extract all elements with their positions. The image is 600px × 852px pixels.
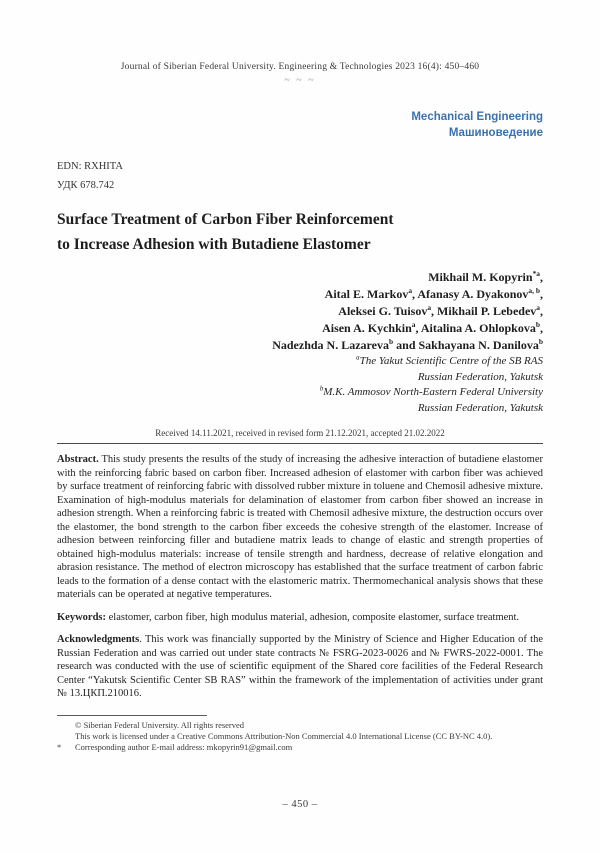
- footnote-block: [57, 715, 543, 753]
- footnote-line: [57, 742, 543, 753]
- affiliation-superscript: *a: [532, 269, 540, 278]
- acknowledgments-text: . This work was financially supported by the Ministry of Science and Higher Education of the Russian Federation and was carried out under state contracts № FSRG-2023-0026 and № FWRS-2022-0001. The research was conducted with the use of scientific equipment of the Shared core facilities of the Federal Research Center “Yakutsk Scientific Center SB RAS” within the framework of the implementation of activities under grant № 13.ЦКП.210016.: [57, 634, 543, 699]
- section-heading: [57, 109, 543, 141]
- acknowledgments-label: Acknowledgments: [57, 634, 140, 645]
- affiliation-line: Russian Federation, Yakutsk: [417, 401, 543, 414]
- footnote-marker: [57, 731, 74, 742]
- title-line-2: to Increase Adhesion with Butadiene Elastomer: [57, 236, 371, 253]
- affiliation-superscript: b: [319, 385, 324, 393]
- keywords-text: elastomer, carbon fiber, high modulus material, adhesion, composite elastomer, surface treatment.: [106, 611, 520, 623]
- abstract-paragraph: [57, 453, 543, 602]
- footnote-text: This work is licensed under a Creative Commons Attribution-Non Commercial 4.0 International License (CC BY-NC 4.0).: [75, 730, 493, 741]
- header-separator: ~ ~ ~: [284, 75, 316, 86]
- affiliation-superscript: a, b: [528, 286, 540, 295]
- footnote-line: [57, 731, 543, 742]
- abstract-text: This study presents the results of the study of increasing the adhesive interaction of butadiene elastomer with the reinforcing fabric based on carbon fiber. Increased adhesion of elastomer with carbon fiber was achieved by surface treatment of reinforcing fabric with dissolved rubber mixture in toluene and Chemosil adhesive mixture. Examination of high-modulus materials for delamination of elastomer from carbon fiber showed an increase in adhesion strength. When a reinforcing fabric is treated with Chemosil adhesive mixture, the destruction occurs over the elastomer, the bond strength to the carbon fiber exceeds the cohesive strength of the elastomer. Increase of adhesion between reinforcing filler and butadiene matrix leads to change of elastic and strength properties of obtained high-modulus materials: increase of tensile strength and hardness, decrease of relative elongation and abrasion resistance. The method of electron microscopy has established that the surface treatment of carbon fabric leads to the formation of a dense contact with the elastomeric matrix. Thermomechanical analysis shows that these materials can be operated at negative temperatures.: [57, 454, 543, 600]
- affiliation-superscript: b: [389, 337, 394, 346]
- affiliation-line: $^a$The Yakut Scientific Centre of the SB RAS: [356, 354, 543, 367]
- keywords-paragraph: [57, 611, 543, 625]
- affiliations-block: [57, 354, 543, 416]
- affiliation-superscript: a: [536, 303, 540, 312]
- received-dates-line: Received 14.11.2021, received in revised form 21.12.2021, accepted 21.02.2022: [57, 428, 543, 444]
- author-line: Aisen A. Kychkin$^a$, Aitalina A. Ohlopkova$^b$,: [322, 320, 543, 335]
- author-line: Mikhail M. Kopyrin$^{*a}$,: [428, 269, 543, 284]
- affiliation-line: Russian Federation, Yakutsk: [417, 370, 543, 383]
- page-number: – 450 –: [282, 799, 318, 810]
- affiliation-superscript: b: [538, 337, 543, 346]
- title-line-1: Surface Treatment of Carbon Fiber Reinforcement: [57, 211, 394, 228]
- affiliation-superscript: b: [535, 320, 540, 329]
- footnote-marker: [57, 720, 74, 731]
- section-heading-en: Mechanical Engineering: [411, 111, 543, 123]
- journal-header-line: Journal of Siberian Federal University. Engineering & Technologies 2023 16(4): 450–460: [120, 62, 480, 72]
- footnote-line: [57, 720, 543, 731]
- footnote-lines: [57, 720, 543, 753]
- affiliation-superscript: a: [408, 286, 413, 295]
- udc-code: УДК 678.742: [57, 180, 115, 191]
- affiliation-superscript: a: [356, 354, 360, 362]
- footnote-text: © Siberian Federal University. All rights reserved: [75, 719, 245, 730]
- keywords-label: Keywords:: [57, 611, 106, 623]
- article-title: [57, 207, 543, 257]
- affiliation-line: $^b$M.K. Ammosov North-Eastern Federal University: [319, 385, 543, 398]
- abstract-label: Abstract.: [57, 454, 99, 465]
- edn-code: EDN: RXHITA: [57, 161, 123, 172]
- author-line: Nadezhda N. Lazareva$^b$ and Sakhayana N. Danilova$^b$: [272, 337, 543, 352]
- affiliation-superscript: a: [411, 320, 416, 329]
- section-heading-ru: Машиноведение: [448, 127, 543, 139]
- authors-block: [57, 269, 543, 354]
- acknowledgments-paragraph: [57, 633, 543, 701]
- author-line: Aital E. Markov$^a$, Afanasy A. Dyakonov$^{a, b}$,: [324, 286, 543, 301]
- footnote-text: Corresponding author E-mail address: mkopyrin91@gmail.com: [75, 741, 293, 752]
- author-line: Aleksei G. Tuisov$^a$, Mikhail P. Lebedev$^a$,: [338, 303, 543, 318]
- footnote-marker: *: [57, 741, 62, 752]
- affiliation-superscript: a: [427, 303, 432, 312]
- footnote-rule: [57, 715, 207, 716]
